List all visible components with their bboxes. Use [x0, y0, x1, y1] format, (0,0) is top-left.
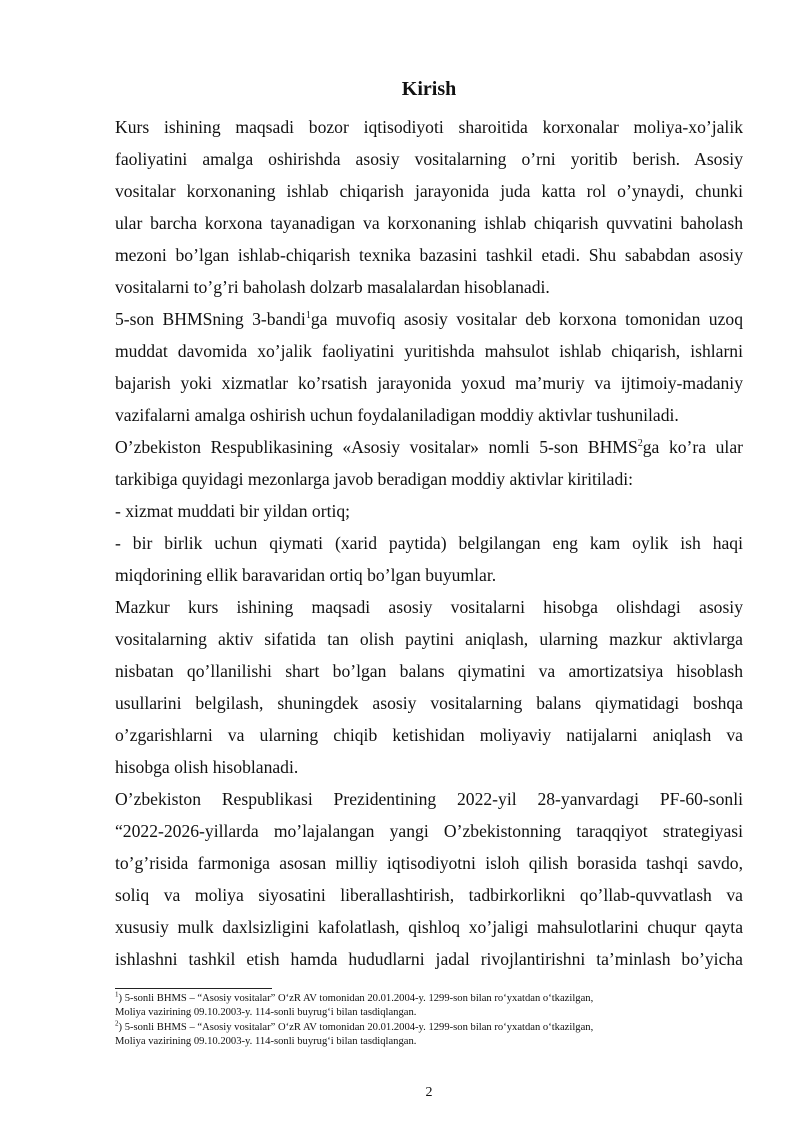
line-text: to’g’risida farmoniga asosan milliy iqtisodiyotni isloh qilish borasida tashqi savdo, — [115, 853, 743, 873]
text-line — [115, 111, 743, 143]
text-line — [115, 751, 743, 783]
text-line — [115, 879, 743, 911]
line-text: muddat davomida xo’jalik faoliyatini yuritishda mahsulot ishlab chiqarish, ishlarni — [115, 341, 743, 361]
text-line — [115, 559, 743, 591]
text-line — [115, 911, 743, 943]
text-line — [115, 783, 743, 815]
body-text — [115, 111, 743, 975]
line-text-after: ga muvofiq asosiy vositalar deb korxona tomonidan uzoq — [310, 309, 743, 329]
line-text: bajarish yoki xizmatlar ko’rsatish jarayonida yoxud ma’muriy va ijtimoiy-madaniy — [115, 373, 743, 393]
line-text: Kurs ishining maqsadi bozor iqtisodiyoti sharoitida korxonalar moliya-xo’jalik — [115, 117, 743, 137]
line-text: vositalarni to’g’ri baholash dolzarb masalalardan hisoblanadi. — [115, 277, 550, 297]
text-line — [115, 399, 743, 431]
line-text: ular barcha korxona tayanadigan va korxonaning ishlab chiqarish quvvatini baholash — [115, 213, 743, 233]
line-text: usullarini belgilash, shuningdek asosiy vositalarning balans qiymatidagi boshqa — [115, 693, 743, 713]
text-line — [115, 271, 743, 303]
text-line — [115, 303, 743, 335]
text-line — [115, 463, 743, 495]
line-text: ishlashni tashkil etish hamda hududlarni jadal rivojlantirishni ta’minlash bo’yicha — [115, 949, 743, 969]
footnote-2-line2: Moliya vazirining 09.10.2003-y. 114-sonli buyrug‘i bilan tasdiqlangan. — [115, 1036, 417, 1047]
text-line — [115, 527, 743, 559]
text-line — [115, 207, 743, 239]
text-line — [115, 719, 743, 751]
footnote-2-line1: 5-sonli BHMS – “Asosiy vositalar” O‘zR AV tomonidan 20.01.2004-y. 1299-son bilan ro‘yxatdan o‘tkazilgan, — [124, 1022, 594, 1033]
footnote-1-mark: 1 — [115, 990, 119, 999]
page-heading: Kirish — [401, 78, 457, 100]
text-line — [115, 367, 743, 399]
line-text: soliq va moliya siyosatini liberallashtirish, tadbirkorlikni qo’llab-quvvatlash va — [115, 885, 743, 905]
text-line — [115, 591, 743, 623]
line-text: faoliyatini amalga oshirishda asosiy vositalarning o’rni yoritib berish. Asosiy — [115, 149, 743, 169]
line-text: o’zgarishlarni va ularning chiqib ketishidan moliyaviy natijalarni aniqlash va — [115, 725, 743, 745]
text-line — [115, 655, 743, 687]
line-text: vazifalarni amalga oshirish uchun foydalaniladigan moddiy aktivlar tushuniladi. — [115, 405, 679, 425]
footnote-1 — [115, 992, 743, 1020]
text-line — [115, 623, 743, 655]
document-page — [115, 0, 743, 1131]
line-text-after: ga ko’ra ular — [642, 437, 743, 457]
line-text: O’zbekiston Respublikasi Prezidentining 2022-yil 28-yanvardagi PF-60-sonli — [115, 789, 743, 809]
footnote-ref: 2 — [637, 438, 643, 450]
text-line — [115, 143, 743, 175]
text-line — [115, 943, 743, 975]
line-text: mezoni bo’lgan ishlab-chiqarish texnika bazasini tashkil etadi. Shu sababdan asosiy — [115, 245, 743, 265]
text-line — [115, 847, 743, 879]
line-text: hisobga olish hisoblanadi. — [115, 757, 299, 777]
line-text: “2022-2026-yillarda mo’lajalangan yangi O’zbekistonning taraqqiyot strategiyasi — [115, 821, 743, 841]
text-line — [115, 687, 743, 719]
line-text: - bir birlik uchun qiymati (xarid paytida) belgilangan eng kam oylik ish haqi — [115, 533, 743, 553]
line-text: O’zbekiston Respublikasining «Asosiy vositalar» nomli 5-son BHMS — [115, 437, 638, 457]
footnote-2-mark: 2 — [115, 1019, 119, 1028]
footnote-2-paren: ) — [118, 1022, 125, 1033]
line-text: 5-son BHMSning 3-bandi — [115, 309, 306, 329]
footnote-1-line2: Moliya vazirining 09.10.2003-y. 114-sonli buyrug‘i bilan tasdiqlangan. — [115, 1007, 417, 1018]
line-text: miqdorining ellik baravaridan ortiq bo’lgan buyumlar. — [115, 565, 497, 585]
page-number: 2 — [425, 1085, 433, 1100]
text-line — [115, 239, 743, 271]
footnote-2 — [115, 1021, 743, 1049]
line-text: - xizmat muddati bir yildan ortiq; — [115, 501, 351, 521]
footnote-ref: 1 — [305, 310, 311, 322]
line-text: vositalarning aktiv sifatida tan olish paytini aniqlash, ularning mazkur aktivlarga — [115, 629, 743, 649]
text-line — [115, 175, 743, 207]
line-text: vositalar korxonaning ishlab chiqarish jarayonida juda katta rol o’ynaydi, chunki — [115, 181, 743, 201]
text-line — [115, 815, 743, 847]
line-text: nisbatan qo’llanilishi shart bo’lgan balans qiymatini va amortizatsiya hisoblash — [115, 661, 743, 681]
text-line — [115, 431, 743, 463]
footnote-1-paren: ) — [118, 993, 125, 1004]
line-text: tarkibiga quyidagi mezonlarga javob beradigan moddiy aktivlar kiritiladi: — [115, 469, 634, 489]
text-line — [115, 495, 743, 527]
line-text: xususiy mulk daxlsizligini kafolatlash, qishloq xo’jaligi mahsulotlarini chuqur qayta — [115, 917, 743, 937]
line-text: Mazkur kurs ishining maqsadi asosiy vositalarni hisobga olishdagi asosiy — [115, 597, 743, 617]
footnote-1-line1: 5-sonli BHMS – “Asosiy vositalar” O‘zR AV tomonidan 20.01.2004-y. 1299-son bilan ro‘yxatdan o‘tkazilgan, — [124, 993, 594, 1004]
text-line — [115, 335, 743, 367]
footnote-separator — [115, 988, 272, 989]
